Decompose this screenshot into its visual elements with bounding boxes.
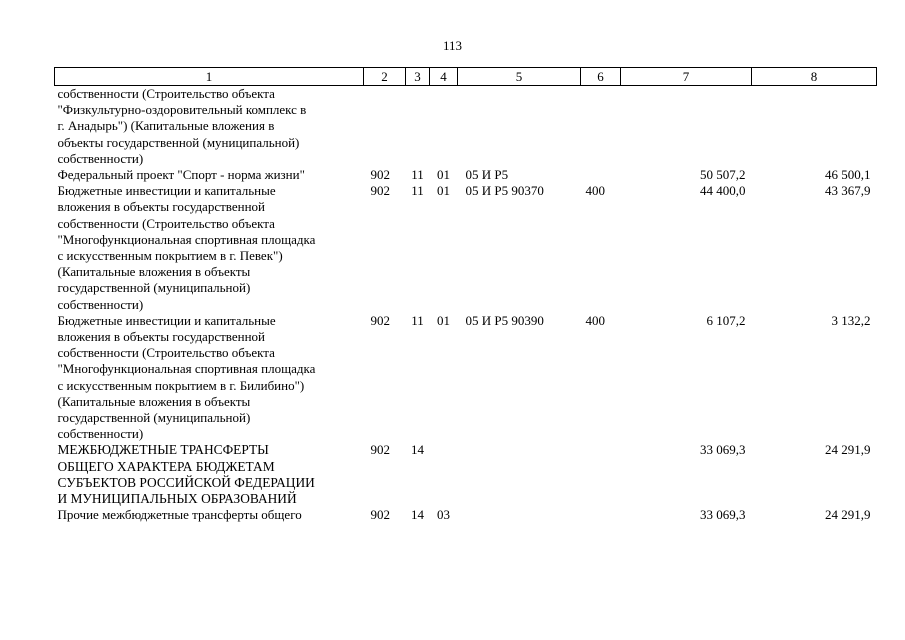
subsection-cell xyxy=(430,167,458,183)
sum1-value: 50 507,2 xyxy=(700,167,746,183)
grbs-cell xyxy=(364,183,406,313)
subsection-cell xyxy=(430,86,458,168)
expense-type-cell xyxy=(581,442,621,507)
header-col-8: 8 xyxy=(752,68,877,86)
section-cell xyxy=(406,313,430,443)
target-article-cell xyxy=(458,507,581,523)
table-row xyxy=(55,313,877,443)
amount-1-cell xyxy=(621,313,752,443)
sum2-value: 24 291,9 xyxy=(825,507,871,523)
pr-value: 01 xyxy=(437,183,450,199)
sum1-value: 6 107,2 xyxy=(706,312,746,328)
subsection-cell xyxy=(430,313,458,443)
grbs-cell xyxy=(364,86,406,168)
row-name-text: Бюджетные инвестиции и капитальные вложения в объекты государственной собственности (Строительство объекта "Многофункциональная спортивная площадка с искусственным покрытием в г. Певек") (Капитальные вложения в объекты государственной (муниципальной) собственности) xyxy=(57,183,316,312)
target-article-cell xyxy=(458,183,581,313)
amount-1-cell xyxy=(621,183,752,313)
amount-1-cell xyxy=(621,507,752,523)
row-name-text: МЕЖБЮДЖЕТНЫЕ ТРАНСФЕРТЫ ОБЩЕГО ХАРАКТЕРА БЮДЖЕТАМ СУБЪЕКТОВ РОССИЙСКОЙ ФЕДЕРАЦИИ И МУНИЦИПАЛЬНЫХ ОБРАЗОВАНИЙ xyxy=(57,442,315,507)
rz-value: 11 xyxy=(411,312,424,328)
row-name-cell xyxy=(55,313,364,443)
row-name-cell xyxy=(55,167,364,183)
section-cell xyxy=(406,442,430,507)
row-name-cell xyxy=(55,507,364,523)
sum2-value: 3 132,2 xyxy=(831,312,871,328)
amount-1-cell xyxy=(621,442,752,507)
row-name-text: Прочие межбюджетные трансферты общего xyxy=(57,507,302,523)
subsection-cell xyxy=(430,507,458,523)
header-col-3: 3 xyxy=(406,68,430,86)
row-name-text: собственности (Строительство объекта "Физкультурно-оздоровительный комплекс в г. Анадырь") (Капитальные вложения в объекты государственной (муниципальной) собственности) xyxy=(57,86,307,166)
amount-2-cell xyxy=(752,183,877,313)
amount-2-cell xyxy=(752,442,877,507)
vr-value: 400 xyxy=(585,183,605,199)
grbs-cell xyxy=(364,167,406,183)
sum2-value: 43 367,9 xyxy=(825,183,871,199)
target-article-cell xyxy=(458,86,581,168)
pr-value: 01 xyxy=(437,167,450,183)
target-article-cell xyxy=(458,442,581,507)
sum2-value: 46 500,1 xyxy=(825,167,871,183)
expense-type-cell xyxy=(581,313,621,443)
sum2-value: 24 291,9 xyxy=(825,442,871,458)
table-body xyxy=(55,86,877,524)
row-name-text: Бюджетные инвестиции и капитальные вложения в объекты государственной собственности (Строительство объекта "Многофункциональная спортивная площадка с искусственным покрытием в г. Билибино") (Капитальные вложения в объекты государственной (муниципальной) собственности) xyxy=(57,312,316,442)
table-row xyxy=(55,183,877,313)
subsection-cell xyxy=(430,183,458,313)
sum1-value: 33 069,3 xyxy=(700,507,746,523)
sum1-value: 44 400,0 xyxy=(700,183,746,199)
grbs-value: 902 xyxy=(370,312,390,328)
expense-type-cell xyxy=(581,507,621,523)
expense-type-cell xyxy=(581,167,621,183)
vr-value: 400 xyxy=(585,312,605,328)
table-header xyxy=(55,68,877,86)
csr-value: 05 И Р5 xyxy=(465,167,509,183)
grbs-value: 902 xyxy=(370,167,390,183)
header-col-6: 6 xyxy=(581,68,621,86)
amount-2-cell xyxy=(752,167,877,183)
csr-value: 05 И Р5 90370 xyxy=(465,183,544,199)
grbs-cell xyxy=(364,507,406,523)
rz-value: 14 xyxy=(411,507,424,523)
section-cell xyxy=(406,167,430,183)
header-col-4: 4 xyxy=(430,68,458,86)
expense-type-cell xyxy=(581,86,621,168)
subsection-cell xyxy=(430,442,458,507)
table-row xyxy=(55,167,877,183)
pr-value: 01 xyxy=(437,312,450,328)
section-cell xyxy=(406,507,430,523)
rz-value: 11 xyxy=(411,183,424,199)
section-cell xyxy=(406,183,430,313)
header-col-2: 2 xyxy=(364,68,406,86)
header-col-1: 1 xyxy=(55,68,364,86)
grbs-cell xyxy=(364,313,406,443)
row-name-cell xyxy=(55,86,364,168)
target-article-cell xyxy=(458,167,581,183)
amount-2-cell xyxy=(752,313,877,443)
grbs-cell xyxy=(364,442,406,507)
csr-value: 05 И Р5 90390 xyxy=(465,312,544,328)
amount-2-cell xyxy=(752,86,877,168)
header-col-5: 5 xyxy=(458,68,581,86)
grbs-value: 902 xyxy=(370,183,390,199)
amount-2-cell xyxy=(752,507,877,523)
pr-value: 03 xyxy=(437,507,450,523)
table-row xyxy=(55,86,877,168)
page-number: 113 xyxy=(442,38,463,53)
row-name-cell xyxy=(55,442,364,507)
row-name-text: Федеральный проект "Спорт - норма жизни" xyxy=(57,167,305,183)
amount-1-cell xyxy=(621,86,752,168)
table-row xyxy=(55,507,877,523)
amount-1-cell xyxy=(621,167,752,183)
budget-table xyxy=(54,67,877,523)
header-row xyxy=(55,68,877,86)
rz-value: 11 xyxy=(411,167,424,183)
section-cell xyxy=(406,86,430,168)
row-name-cell xyxy=(55,183,364,313)
expense-type-cell xyxy=(581,183,621,313)
rz-value: 14 xyxy=(411,442,424,458)
header-col-7: 7 xyxy=(621,68,752,86)
target-article-cell xyxy=(458,313,581,443)
grbs-value: 902 xyxy=(370,442,390,458)
table-row xyxy=(55,442,877,507)
grbs-value: 902 xyxy=(370,507,390,523)
sum1-value: 33 069,3 xyxy=(700,442,746,458)
